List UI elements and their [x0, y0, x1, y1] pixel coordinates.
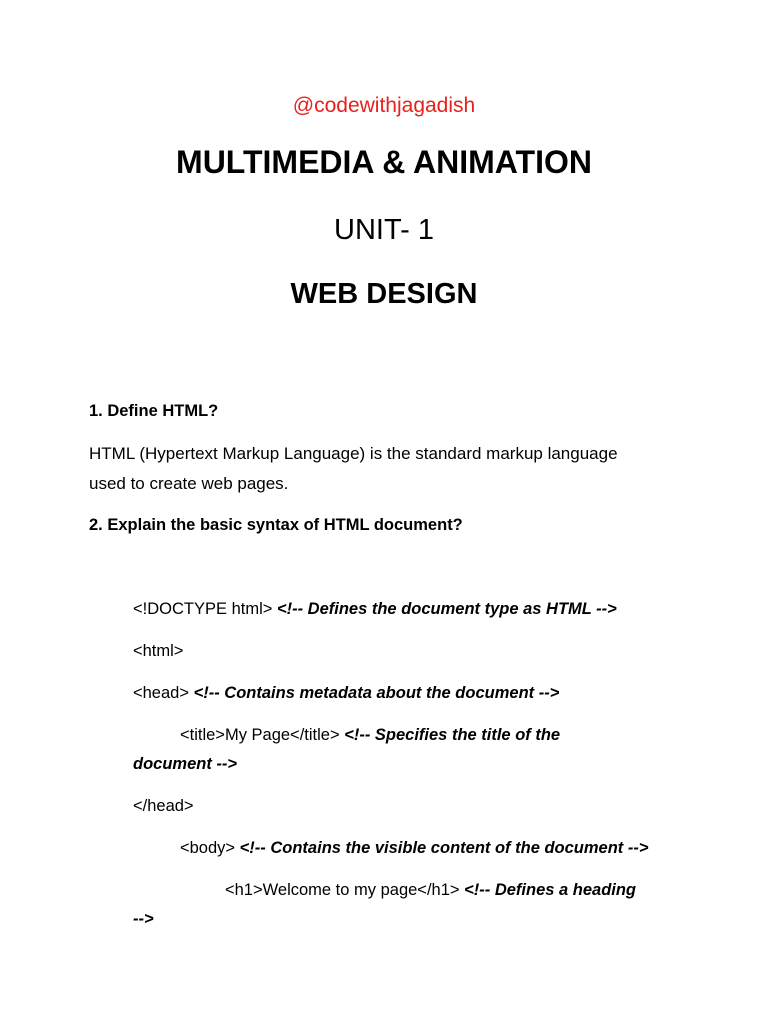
code-comment-title-cont: document -->	[133, 755, 238, 773]
code-comment-h1: <!-- Defines a heading	[464, 881, 637, 899]
subject-heading: WEB DESIGN	[290, 278, 478, 310]
code-body-open: <body>	[180, 839, 236, 857]
code-html-open: <html>	[133, 642, 184, 660]
code-comment-title: <!-- Specifies the title of the	[344, 726, 561, 744]
code-title-tag: <title>My Page</title>	[180, 726, 340, 744]
code-head-close: </head>	[133, 797, 194, 815]
code-line-head-close	[133, 797, 194, 816]
author-handle: @codewithjagadish	[292, 94, 476, 117]
answer-1	[89, 439, 689, 499]
document-title: MULTIMEDIA & ANIMATION	[176, 144, 592, 180]
code-comment-h1-cont: -->	[133, 910, 154, 928]
code-comment-doctype: <!-- Defines the document type as HTML -->	[276, 600, 617, 618]
code-line-h1-cont	[133, 910, 154, 929]
code-h1-tag: <h1>Welcome to my page</h1>	[225, 881, 460, 899]
code-comment-body: <!-- Contains the visible content of the document -->	[239, 839, 649, 857]
question-1: 1. Define HTML?	[89, 402, 219, 420]
unit-label: UNIT- 1	[334, 214, 434, 246]
code-head-open: <head>	[133, 684, 189, 702]
code-doctype: <!DOCTYPE html>	[133, 600, 273, 618]
code-line-h1	[225, 881, 636, 900]
answer-1-line-2: used to create web pages.	[89, 474, 289, 493]
code-line-body	[180, 839, 649, 858]
code-line-head	[133, 684, 559, 703]
code-comment-head: <!-- Contains metadata about the document -->	[193, 684, 560, 702]
code-line-title-cont	[133, 755, 237, 774]
code-line-title	[180, 726, 560, 745]
question-2: 2. Explain the basic syntax of HTML document?	[89, 516, 463, 534]
code-line-html	[133, 642, 183, 661]
answer-1-line-1: HTML (Hypertext Markup Language) is the standard markup language	[89, 444, 618, 463]
code-line-doctype	[133, 600, 617, 619]
